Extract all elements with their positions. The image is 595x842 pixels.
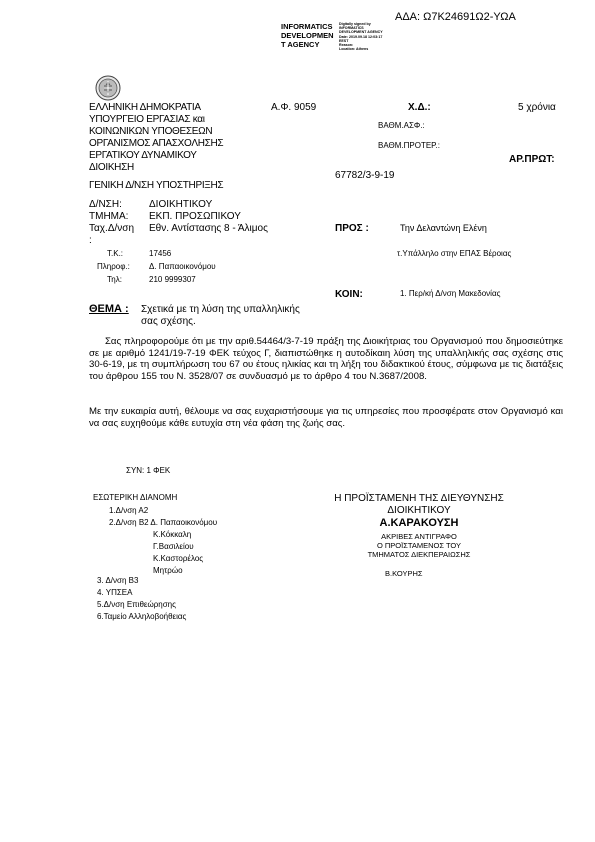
distribution-item: Κ.Κόκκαλη [153, 530, 192, 539]
copy-line: ΤΜΗΜΑΤΟΣ ΔΙΕΚΠΕΡΑΙΩΣΗΣ [367, 550, 471, 559]
signature-name: Α.ΚΑΡΑΚΟΥΣΗ [379, 517, 459, 529]
til-value: 210 9999307 [149, 275, 196, 284]
ada-code: ΑΔΑ: Ω7Κ24691Ω2-ΥΩΑ [395, 11, 516, 23]
header-line: ΥΠΟΥΡΓΕΙΟ ΕΡΓΑΣΙΑΣ και [89, 114, 205, 125]
thema-label: ΘΕΜΑ : [89, 303, 129, 315]
af-number: Α.Φ. 9059 [271, 102, 317, 113]
distribution-item: 2.Δ/νση Β2 Δ. Παπαοικονόμου [109, 518, 218, 527]
sig-detail: EEST [339, 38, 349, 43]
greek-emblem-icon [95, 75, 121, 101]
sig-detail: Digitally signed by [339, 22, 371, 26]
distribution-item: Μητρώο [153, 566, 183, 575]
sig-detail: Location: Athens [339, 47, 369, 52]
distribution-item: Κ.Καστορέλος [153, 554, 204, 563]
header-line: ΕΛΛΗΝΙΚΗ ΔΗΜΟΚΡΑΤΙΑ [89, 102, 201, 113]
xd-label: Χ.Δ.: [408, 102, 431, 113]
tmima-value: ΕΚΠ. ΠΡΟΣΩΠΙΚΟΥ [149, 211, 241, 222]
xd-value: 5 χρόνια [518, 102, 556, 113]
tk-value: 17456 [149, 249, 172, 258]
recipient-role: τ.Υπάλληλο στην ΕΠΑΣ Βέροιας [397, 249, 512, 258]
plir-value: Δ. Παπαοικονόμου [149, 262, 216, 271]
sig-detail: INFORMATICS [339, 26, 364, 31]
copy-line: Ο ΠΡΟΪΣΤΑΜΕΝΟΣ ΤΟΥ [376, 541, 462, 550]
signature-title: Η ΠΡΟΪΣΤΑΜΕΝΗ ΤΗΣ ΔΙΕΥΘΥΝΣΗΣ [334, 493, 504, 504]
distribution-item: 1.Δ/νση Α2 [109, 506, 149, 515]
copy-line: ΑΚΡΙΒΕΣ ΑΝΤΙΓΡΑΦΟ [381, 532, 457, 541]
dnsi-label: Δ/ΝΣΗ: [89, 199, 122, 210]
thema-line: Σχετικά με τη λύση της υπαλληλικής [141, 304, 300, 315]
attachments: ΣΥΝ: 1 ΦΕΚ [126, 466, 171, 475]
tax-colon: : [89, 235, 92, 246]
header-line: ΓΕΝΙΚΗ Δ/ΝΣΗ ΥΠΟΣΤΗΡΙΞΗΣ [89, 180, 224, 191]
koin-value: 1. Περ/κή Δ/νση Μακεδονίας [400, 289, 501, 298]
header-line: ΟΡΓΑΝΙΣΜΟΣ ΑΠΑΣΧΟΛΗΣΗΣ [89, 138, 224, 149]
tax-value: Εθν. Αντίστασης 8 - Άλιμος [149, 223, 268, 234]
agency-line: T AGENCY [281, 40, 320, 49]
signature-title: ΔΙΟΙΚΗΤΙΚΟΥ [387, 505, 451, 516]
pros-label: ΠΡΟΣ : [335, 223, 369, 234]
ar-prot-value: 67782/3-9-19 [335, 170, 395, 181]
sig-detail: DEVELOPMENT AGENCY [339, 30, 383, 35]
header-line: ΕΡΓΑΤΙΚΟΥ ΔΥΝΑΜΙΚΟΥ [89, 150, 197, 161]
sig-detail: Reason: [339, 43, 354, 48]
signature-block [320, 493, 518, 559]
agency-line: DEVELOPMEN [281, 31, 334, 40]
tax-label: Ταχ.Δ/νση [89, 223, 135, 234]
dnsi-value: ΔΙΟΙΚΗΤΙΚΟΥ [149, 199, 213, 210]
tk-label: Τ.Κ.: [107, 249, 124, 258]
ar-prot-label: ΑΡ.ΠΡΩΤ: [509, 154, 555, 165]
copy-signer: Β.ΚΟΥΡΗΣ [385, 569, 423, 578]
recipient-name: Την Δελαντώνη Ελένη [400, 223, 487, 233]
internal-distribution-title: ΕΣΩΤΕΡΙΚΗ ΔΙΑΝΟΜΗ [93, 493, 178, 502]
body-paragraph-2: Με την ευκαιρία αυτή, θέλουμε να σας ευχαριστήσουμε για τις υπηρεσίες που προσφέρατε στον Οργανισμό και να σας ευχηθούμε κάθε ευτυχία στη νέα φάση της ζωής σας. [89, 406, 563, 429]
vathm-proter-label: ΒΑΘΜ.ΠΡΟΤΕΡ.: [378, 141, 440, 150]
koin-label: ΚΟΙΝ: [335, 289, 363, 300]
distribution-item: 3. Δ/νση Β3 [97, 576, 139, 585]
body-paragraph-1: Σας πληροφορούμε ότι με την αριθ.54464/3-7-19 πράξη της Διοικήτριας του Οργανισμού που δημοσιεύτηκε σε με αριθμό 1241/19-7-19 ΦΕΚ τεύχος Γ, διαπιστώθηκε η αυτοδίκαιη λύση της υπαλληλικής σας σχέσης στις 30-6-19, με τη συμπλήρωση του 67 ου έτους ηλικίας και τη λήξη του διδακτικού έτους, σύμφωνα με τις διατάξεις του άρθρου 155 του Ν. 3528/07 σε συνδυασμό με το άρθρο 4 του Ν.3687/2008. [89, 336, 563, 382]
header-line: ΚΟΙΝΩΝΙΚΩΝ ΥΠΟΘΕΣΕΩΝ [89, 126, 213, 137]
distribution-item: 4. ΥΠΣΕΑ [97, 588, 133, 597]
agency-logo-text [281, 22, 334, 49]
issuer-header [89, 102, 223, 192]
distribution-item: 5.Δ/νση Επιθεώρησης [97, 600, 176, 609]
sig-detail: Date: 2019.09.18 12:03:17 [339, 34, 383, 39]
agency-line: INFORMATICS [281, 22, 333, 31]
vathm-asf-label: ΒΑΘΜ.ΑΣΦ.: [378, 121, 425, 130]
til-label: Τηλ: [107, 275, 122, 284]
plir-label: Πληροφ.: [97, 262, 130, 271]
distribution-item: 6.Ταμείο Αλληλοβοήθειας [97, 612, 187, 621]
digital-signature-details [339, 22, 383, 51]
header-line: ΔΙΟΙΚΗΣΗ [89, 162, 134, 173]
thema-line: σας σχέσης. [141, 316, 196, 327]
tmima-label: ΤΜΗΜΑ: [89, 211, 129, 222]
distribution-item: Γ.Βασιλείου [153, 542, 194, 551]
